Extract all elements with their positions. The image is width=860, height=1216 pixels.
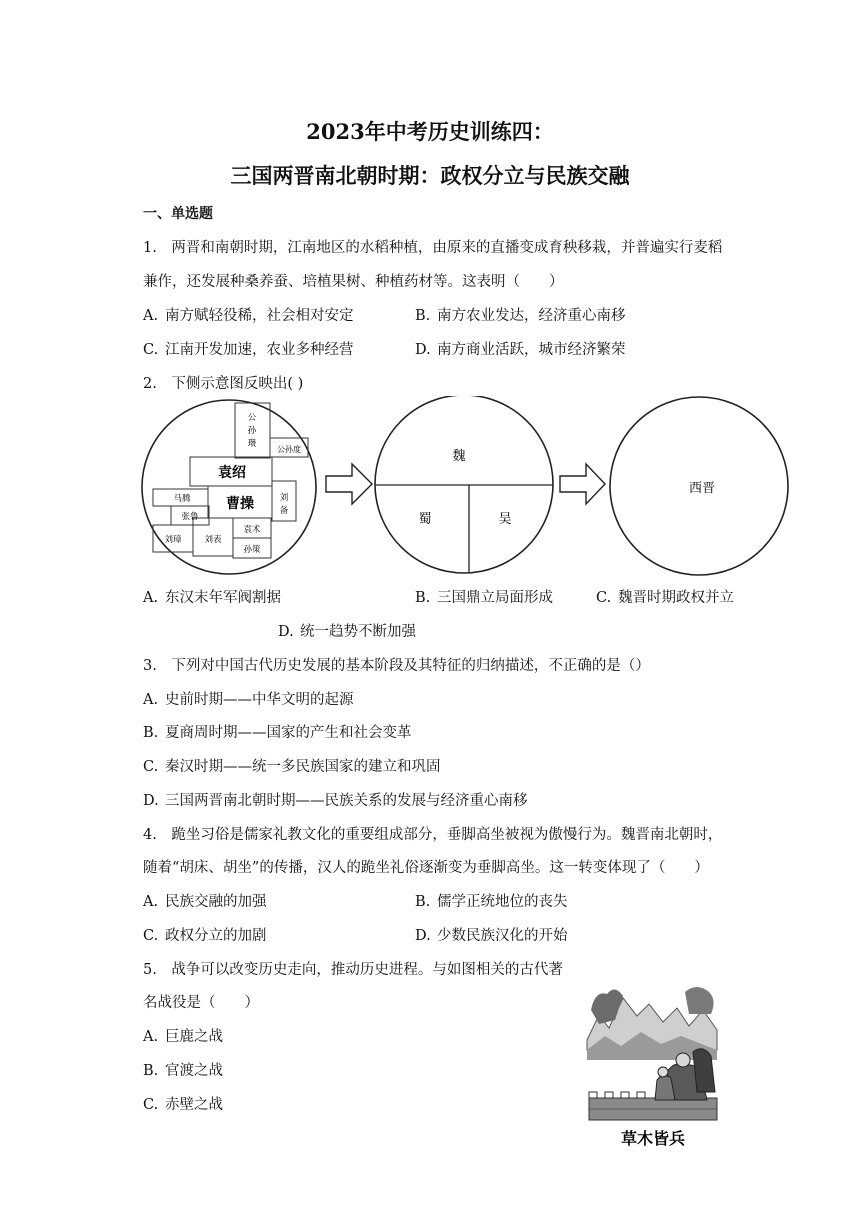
q2-option-c[interactable]: C. 魏晋时期政权并立	[596, 590, 734, 606]
q1-stem-line2: 兼作，还发展种桑养蚕、培植果树、种植药材等。这表明（ ）	[143, 274, 564, 290]
label-yuanshao: 袁绍	[218, 465, 246, 481]
q4-option-c[interactable]: C. 政权分立的加剧	[143, 928, 267, 944]
q2-option-b[interactable]: B. 三国鼎立局面形成	[415, 590, 553, 606]
q1-option-c[interactable]: C. 江南开发加速，农业多种经营	[143, 342, 354, 358]
q5-illustration-caption: 草木皆兵	[620, 1129, 686, 1148]
svg-text:孙: 孙	[247, 426, 257, 436]
label-sunce: 孙策	[243, 545, 261, 555]
page-title: 2023年中考历史训练四：	[306, 119, 554, 144]
q5-illustration	[585, 980, 720, 1159]
label-wei: 魏	[452, 449, 466, 464]
label-caocao: 曹操	[226, 496, 254, 512]
q5-option-b[interactable]: B. 官渡之战	[143, 1063, 223, 1079]
label-yuanshu: 袁术	[243, 525, 261, 535]
label-wu: 吴	[498, 512, 512, 527]
q4-option-d[interactable]: D. 少数民族汉化的开始	[415, 928, 568, 944]
q4-option-a[interactable]: A. 民族交融的加强	[143, 894, 267, 910]
q1-option-b[interactable]: B. 南方农业发达，经济重心南移	[415, 308, 626, 324]
label-zhanglu: 张鲁	[181, 512, 199, 522]
q5-stem-line2: 名战役是（ ）	[143, 995, 259, 1011]
q4-stem-line2: 随着“胡床、胡坐”的传播，汉人的跪坐礼俗逐渐变为垂脚高坐。这一转变体现了（ ）	[143, 860, 709, 876]
q4-stem-line1: 4. 跪坐习俗是儒家礼教文化的重要组成部分，垂脚高坐被视为傲慢行为。魏晋南北朝时，	[143, 827, 723, 843]
q2-option-a[interactable]: A. 东汉末年军阀割据	[143, 590, 281, 606]
q5-stem-line1: 5. 战争可以改变历史走向，推动历史进程。与如图相关的古代著	[143, 962, 563, 978]
arrow-right-icon	[560, 464, 605, 504]
q3-stem: 3. 下列对中国古代历史发展的基本阶段及其特征的归纳描述，不正确的是（）	[143, 658, 650, 674]
label-liuzhang: 刘璋	[164, 535, 182, 545]
svg-text:公: 公	[247, 413, 257, 423]
q3-option-b[interactable]: B. 夏商周时期——国家的产生和社会变革	[143, 725, 412, 741]
section-heading: 一、单选题	[143, 206, 213, 222]
q3-option-d[interactable]: D. 三国两晋南北朝时期——民族关系的发展与经济重心南移	[143, 793, 528, 809]
circle-western-jin	[610, 397, 788, 575]
circle-three-kingdoms	[375, 396, 553, 573]
svg-text:刘: 刘	[279, 493, 289, 503]
label-xijin: 西晋	[688, 481, 716, 496]
q5-option-c[interactable]: C. 赤壁之战	[143, 1097, 223, 1113]
label-gongsundu: 公孙度	[277, 445, 301, 454]
q4-option-b[interactable]: B. 儒学正统地位的丧失	[415, 894, 568, 910]
q2-stem: 2. 下侧示意图反映出( )	[143, 376, 304, 392]
q5-option-a[interactable]: A. 巨鹿之战	[143, 1029, 223, 1045]
svg-text:瓒: 瓒	[247, 439, 257, 449]
label-liubiao: 刘表	[204, 535, 222, 545]
circle-warlords	[142, 400, 316, 574]
q1-option-d[interactable]: D. 南方商业活跃，城市经济繁荣	[415, 342, 626, 358]
q1-stem-line1: 1. 两晋和南朝时期，江南地区的水稻种植，由原来的直播变成育秧移栽，并普遍实行麦稻	[143, 240, 723, 256]
label-mateng: 马腾	[173, 494, 191, 504]
q2-diagram	[138, 396, 794, 584]
label-shu: 蜀	[418, 512, 432, 527]
q2-option-d[interactable]: D. 统一趋势不断加强	[278, 624, 416, 640]
q1-option-a[interactable]: A. 南方赋轻役稀，社会相对安定	[143, 308, 354, 324]
svg-text:备: 备	[279, 506, 289, 516]
q3-option-c[interactable]: C. 秦汉时期——统一多民族国家的建立和巩固	[143, 759, 441, 775]
q3-option-a[interactable]: A. 史前时期——中华文明的起源	[143, 692, 354, 708]
arrow-right-icon	[326, 464, 372, 504]
page-subtitle: 三国两晋南北朝时期：政权分立与民族交融	[230, 163, 630, 188]
